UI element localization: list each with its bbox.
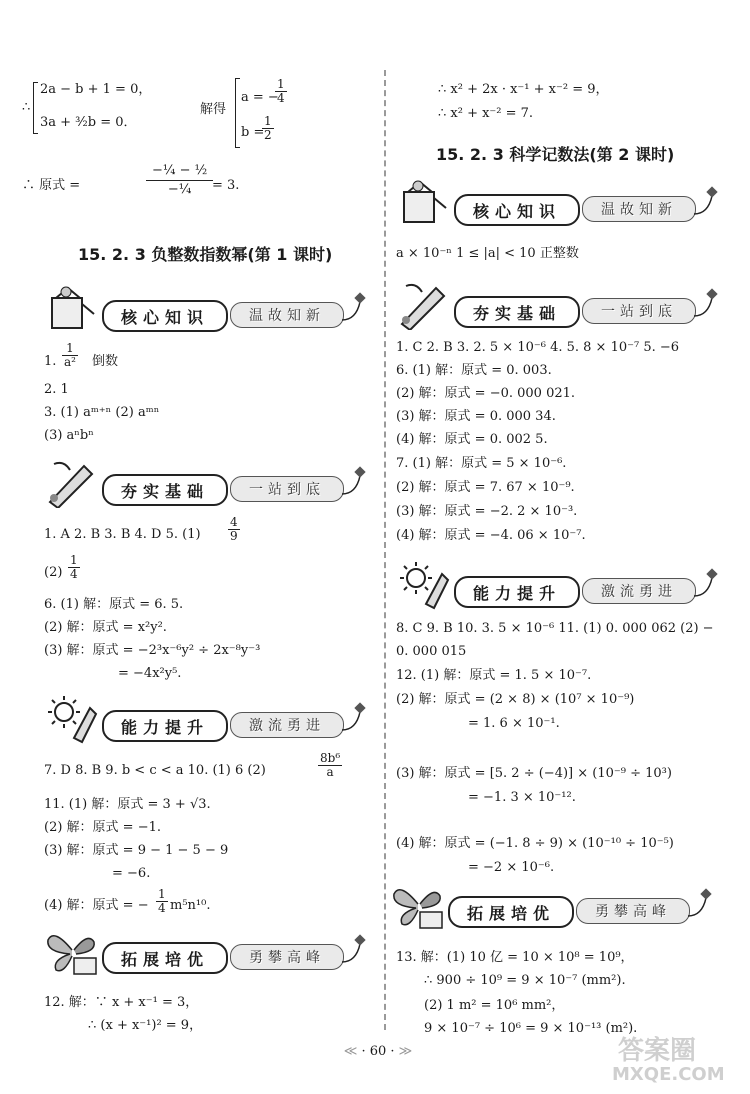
- right-nengli-line-9: = −2 × 10⁻⁶.: [468, 860, 555, 875]
- hangshi-line-2: (2): [44, 565, 63, 580]
- banner-hexin-left: [44, 284, 374, 336]
- banner-main-text: 核心知识: [472, 202, 561, 221]
- hexin-item-4: (3) aⁿbⁿ: [44, 428, 94, 443]
- ornament-icon: [694, 566, 722, 606]
- therefore-sign: ∴: [22, 100, 31, 115]
- nengli-line-4: (3) 解：原式 = 9 − 1 − 5 − 9: [44, 843, 229, 858]
- right-hangshi-line-4: (3) 解：原式 = 0. 000 34.: [396, 409, 556, 424]
- column-divider: [384, 70, 386, 1030]
- left-brace: [33, 82, 38, 134]
- banner-sub: [230, 712, 344, 738]
- right-hangshi-line-7: (2) 解：原式 = 7. 67 × 10⁻⁹.: [396, 480, 575, 495]
- banner-sub-text: 勇攀高峰: [249, 950, 325, 966]
- frac-den: 4: [70, 567, 78, 581]
- solution-brace: [235, 78, 240, 148]
- nengli-line-2: 11. (1) 解：原式 = 3 + √3.: [44, 797, 211, 812]
- solution-a-label: a = −: [241, 90, 279, 105]
- nengli-line-1: 7. D 8. B 9. b < c < a 10. (1) 6 (2): [44, 763, 266, 778]
- ornament-icon: [694, 286, 722, 326]
- right-nengli-line-5: = 1. 6 × 10⁻¹.: [468, 716, 560, 731]
- page-number-text: · 60 ·: [361, 1044, 395, 1059]
- banner-sub-text: 激流勇进: [249, 718, 325, 734]
- banner-main-text: 夯实基础: [472, 304, 561, 323]
- notebook-icon: [396, 178, 452, 228]
- frac-num: 1: [62, 342, 78, 356]
- butterfly-icon: [44, 926, 100, 976]
- right-nengli-line-3: 12. (1) 解：原式 = 1. 5 × 10⁻⁷.: [396, 668, 592, 683]
- right-top-line-2: ∴ x² + x⁻² = 7.: [438, 106, 534, 121]
- frac-den: −¼: [167, 182, 192, 197]
- frac-num: 1: [70, 553, 78, 567]
- frac-den: 2: [264, 128, 272, 142]
- ornament-icon: [694, 184, 722, 224]
- banner-sub: [582, 298, 696, 324]
- banner-main: [102, 942, 228, 974]
- sun-icon: [44, 694, 100, 744]
- banner-main-text: 拓展培优: [120, 950, 209, 969]
- watermark-logo: 答案圈: [618, 1036, 697, 1066]
- banner-sub: [230, 944, 344, 970]
- ornament-icon: [342, 290, 370, 330]
- right-nengli-line-2: 0. 000 015: [396, 644, 467, 659]
- banner-main-text: 拓展培优: [466, 904, 555, 923]
- right-hangshi-line-8: (3) 解：原式 = −2. 2 × 10⁻³.: [396, 504, 578, 519]
- yuanshi-result: = 3.: [212, 178, 240, 193]
- frac-den: 4: [158, 901, 166, 915]
- banner-main: [102, 474, 228, 506]
- ornament-icon: [342, 932, 370, 972]
- banner-hangshi-right: [396, 280, 726, 332]
- banner-main-text: 夯实基础: [120, 482, 209, 501]
- butterfly-icon: [390, 880, 446, 930]
- banner-main: [454, 576, 580, 608]
- pencil-icon: [396, 280, 452, 330]
- ornament-icon: [342, 464, 370, 504]
- pencil-icon: [44, 458, 100, 508]
- left-chevrons-icon: ≪: [343, 1044, 362, 1059]
- tuozhan-line-1: 12. 解：∵ x + x⁻¹ = 3，: [44, 995, 199, 1010]
- banner-tuozhan-right: [390, 880, 726, 932]
- right-tuozhan-line-4: 9 × 10⁻⁷ ÷ 10⁶ = 9 × 10⁻¹³ (m²).: [424, 1021, 638, 1036]
- banner-main: [102, 300, 228, 332]
- hangshi-frac-2: [68, 554, 80, 581]
- right-hangshi-line-3: (2) 解：原式 = −0. 000 021.: [396, 386, 576, 401]
- notebook-icon: [44, 284, 100, 334]
- right-tuozhan-line-1: 13. 解：(1) 10 亿 = 10 × 10⁸ = 10⁹，: [396, 950, 634, 965]
- section-title-left: 15. 2. 3 负整数指数幂(第 1 课时): [78, 245, 333, 264]
- frac-den: 4: [277, 91, 285, 105]
- hangshi-line-1: 1. A 2. B 3. B 4. D 5. (1): [44, 527, 201, 542]
- hangshi-line-4: (2) 解：原式 = x²y².: [44, 620, 167, 635]
- banner-sub-text: 一站到底: [249, 482, 325, 498]
- banner-sub: [230, 476, 344, 502]
- hangshi-line-3: 6. (1) 解：原式 = 6. 5.: [44, 597, 184, 612]
- right-top-line-1: ∴ x² + 2x · x⁻¹ + x⁻² = 9，: [438, 82, 609, 97]
- frac-num: −¼ − ½: [146, 162, 213, 181]
- banner-nengli-left: [44, 694, 374, 746]
- banner-main: [102, 710, 228, 742]
- banner-main-text: 能力提升: [472, 584, 561, 603]
- right-hangshi-line-9: (4) 解：原式 = −4. 06 × 10⁻⁷.: [396, 528, 586, 543]
- solution-a-frac: [275, 78, 287, 105]
- banner-main-text: 核心知识: [120, 308, 209, 327]
- nengli-line-6: (4) 解：原式 = −: [44, 898, 149, 913]
- right-nengli-line-6: (3) 解：原式 = [5. 2 ÷ (−4)] × (10⁻⁹ ÷ 10³): [396, 766, 672, 781]
- page-number: [318, 1044, 438, 1059]
- frac-num: 1: [277, 77, 285, 91]
- jiede-label: 解得: [200, 102, 227, 117]
- frac-den: 9: [230, 529, 238, 543]
- banner-sub-text: 温故知新: [249, 308, 325, 324]
- hangshi-line-5: (3) 解：原式 = −2³x⁻⁶y² ÷ 2x⁻⁸y⁻³: [44, 643, 261, 658]
- watermark-url: MXQE.COM: [612, 1064, 725, 1085]
- banner-main-text: 能力提升: [120, 718, 209, 737]
- hexin-item-1: 1.: [44, 354, 57, 369]
- frac-den: a: [326, 765, 334, 779]
- system-eq-1: 2a − b + 1 = 0，: [40, 82, 152, 97]
- frac-den: a²: [64, 355, 76, 369]
- banner-sub-text: 一站到底: [601, 304, 677, 320]
- right-hexin-line: a × 10⁻ⁿ 1 ≤ |a| < 10 正整数: [396, 246, 579, 261]
- hangshi-line-6: = −4x²y⁵.: [118, 666, 182, 681]
- nengli-line-6b: m⁵n¹⁰.: [170, 898, 211, 913]
- banner-hangshi-left: [44, 458, 374, 510]
- right-nengli-line-4: (2) 解：原式 = (2 × 8) × (10⁷ × 10⁻⁹): [396, 692, 635, 707]
- hexin-item-1-text: 倒数: [92, 354, 119, 369]
- nengli-frac-2: [156, 888, 168, 915]
- nengli-line-5: = −6.: [112, 866, 151, 881]
- yuanshi-frac: [146, 162, 213, 199]
- section-title-right: 15. 2. 3 科学记数法(第 2 课时): [436, 145, 675, 164]
- frac-num: 4: [230, 515, 238, 529]
- right-hangshi-line-1: 1. C 2. B 3. 2. 5 × 10⁻⁶ 4. 5. 8 × 10⁻⁷ 5. −6: [396, 340, 680, 355]
- hexin-frac: [62, 342, 78, 369]
- solution-b-label: b =: [241, 125, 265, 140]
- banner-main: [454, 296, 580, 328]
- system-eq-2: 3a + ³⁄₂b = 0．: [40, 115, 137, 130]
- yuanshi-label: ∴ 原式 =: [22, 178, 81, 193]
- sun-icon: [396, 560, 452, 610]
- right-tuozhan-line-2: ∴ 900 ÷ 10⁹ = 9 × 10⁻⁷ (mm²).: [424, 973, 626, 988]
- banner-sub: [576, 898, 690, 924]
- banner-tuozhan-left: [44, 926, 374, 978]
- right-hangshi-line-2: 6. (1) 解：原式 = 0. 003.: [396, 363, 552, 378]
- right-nengli-line-8: (4) 解：原式 = (−1. 8 ÷ 9) × (10⁻¹⁰ ÷ 10⁻⁵): [396, 836, 674, 851]
- banner-sub: [582, 196, 696, 222]
- solution-b-frac: [262, 115, 274, 142]
- right-hangshi-line-6: 7. (1) 解：原式 = 5 × 10⁻⁶.: [396, 456, 567, 471]
- banner-hexin-right: [396, 178, 726, 230]
- tuozhan-line-2: ∴ (x + x⁻¹)² = 9，: [88, 1018, 203, 1033]
- right-tuozhan-line-3: (2) 1 m² = 10⁶ mm²，: [424, 998, 565, 1013]
- hangshi-frac-1: [228, 516, 240, 543]
- right-chevrons-icon: ≫: [394, 1044, 413, 1059]
- hexin-item-2: 2. 1: [44, 382, 69, 397]
- right-nengli-line-1: 8. C 9. B 10. 3. 5 × 10⁻⁶ 11. (1) 0. 000 062 (2) −: [396, 621, 714, 636]
- banner-sub-text: 激流勇进: [601, 584, 677, 600]
- banner-sub: [582, 578, 696, 604]
- hexin-item-3: 3. (1) aᵐ⁺ⁿ (2) aᵐⁿ: [44, 405, 160, 420]
- nengli-frac-1: [318, 752, 342, 779]
- banner-nengli-right: [396, 560, 726, 612]
- frac-num: 1: [264, 114, 272, 128]
- banner-main: [454, 194, 580, 226]
- ornament-icon: [342, 700, 370, 740]
- banner-main: [448, 896, 574, 928]
- frac-num: 1: [158, 887, 166, 901]
- frac-num: 8b⁶: [320, 751, 341, 765]
- banner-sub-text: 温故知新: [601, 202, 677, 218]
- banner-sub: [230, 302, 344, 328]
- right-hangshi-line-5: (4) 解：原式 = 0. 002 5.: [396, 432, 548, 447]
- nengli-line-3: (2) 解：原式 = −1.: [44, 820, 162, 835]
- ornament-icon: [688, 886, 716, 926]
- right-nengli-line-7: = −1. 3 × 10⁻¹².: [468, 790, 576, 805]
- banner-sub-text: 勇攀高峰: [595, 904, 671, 920]
